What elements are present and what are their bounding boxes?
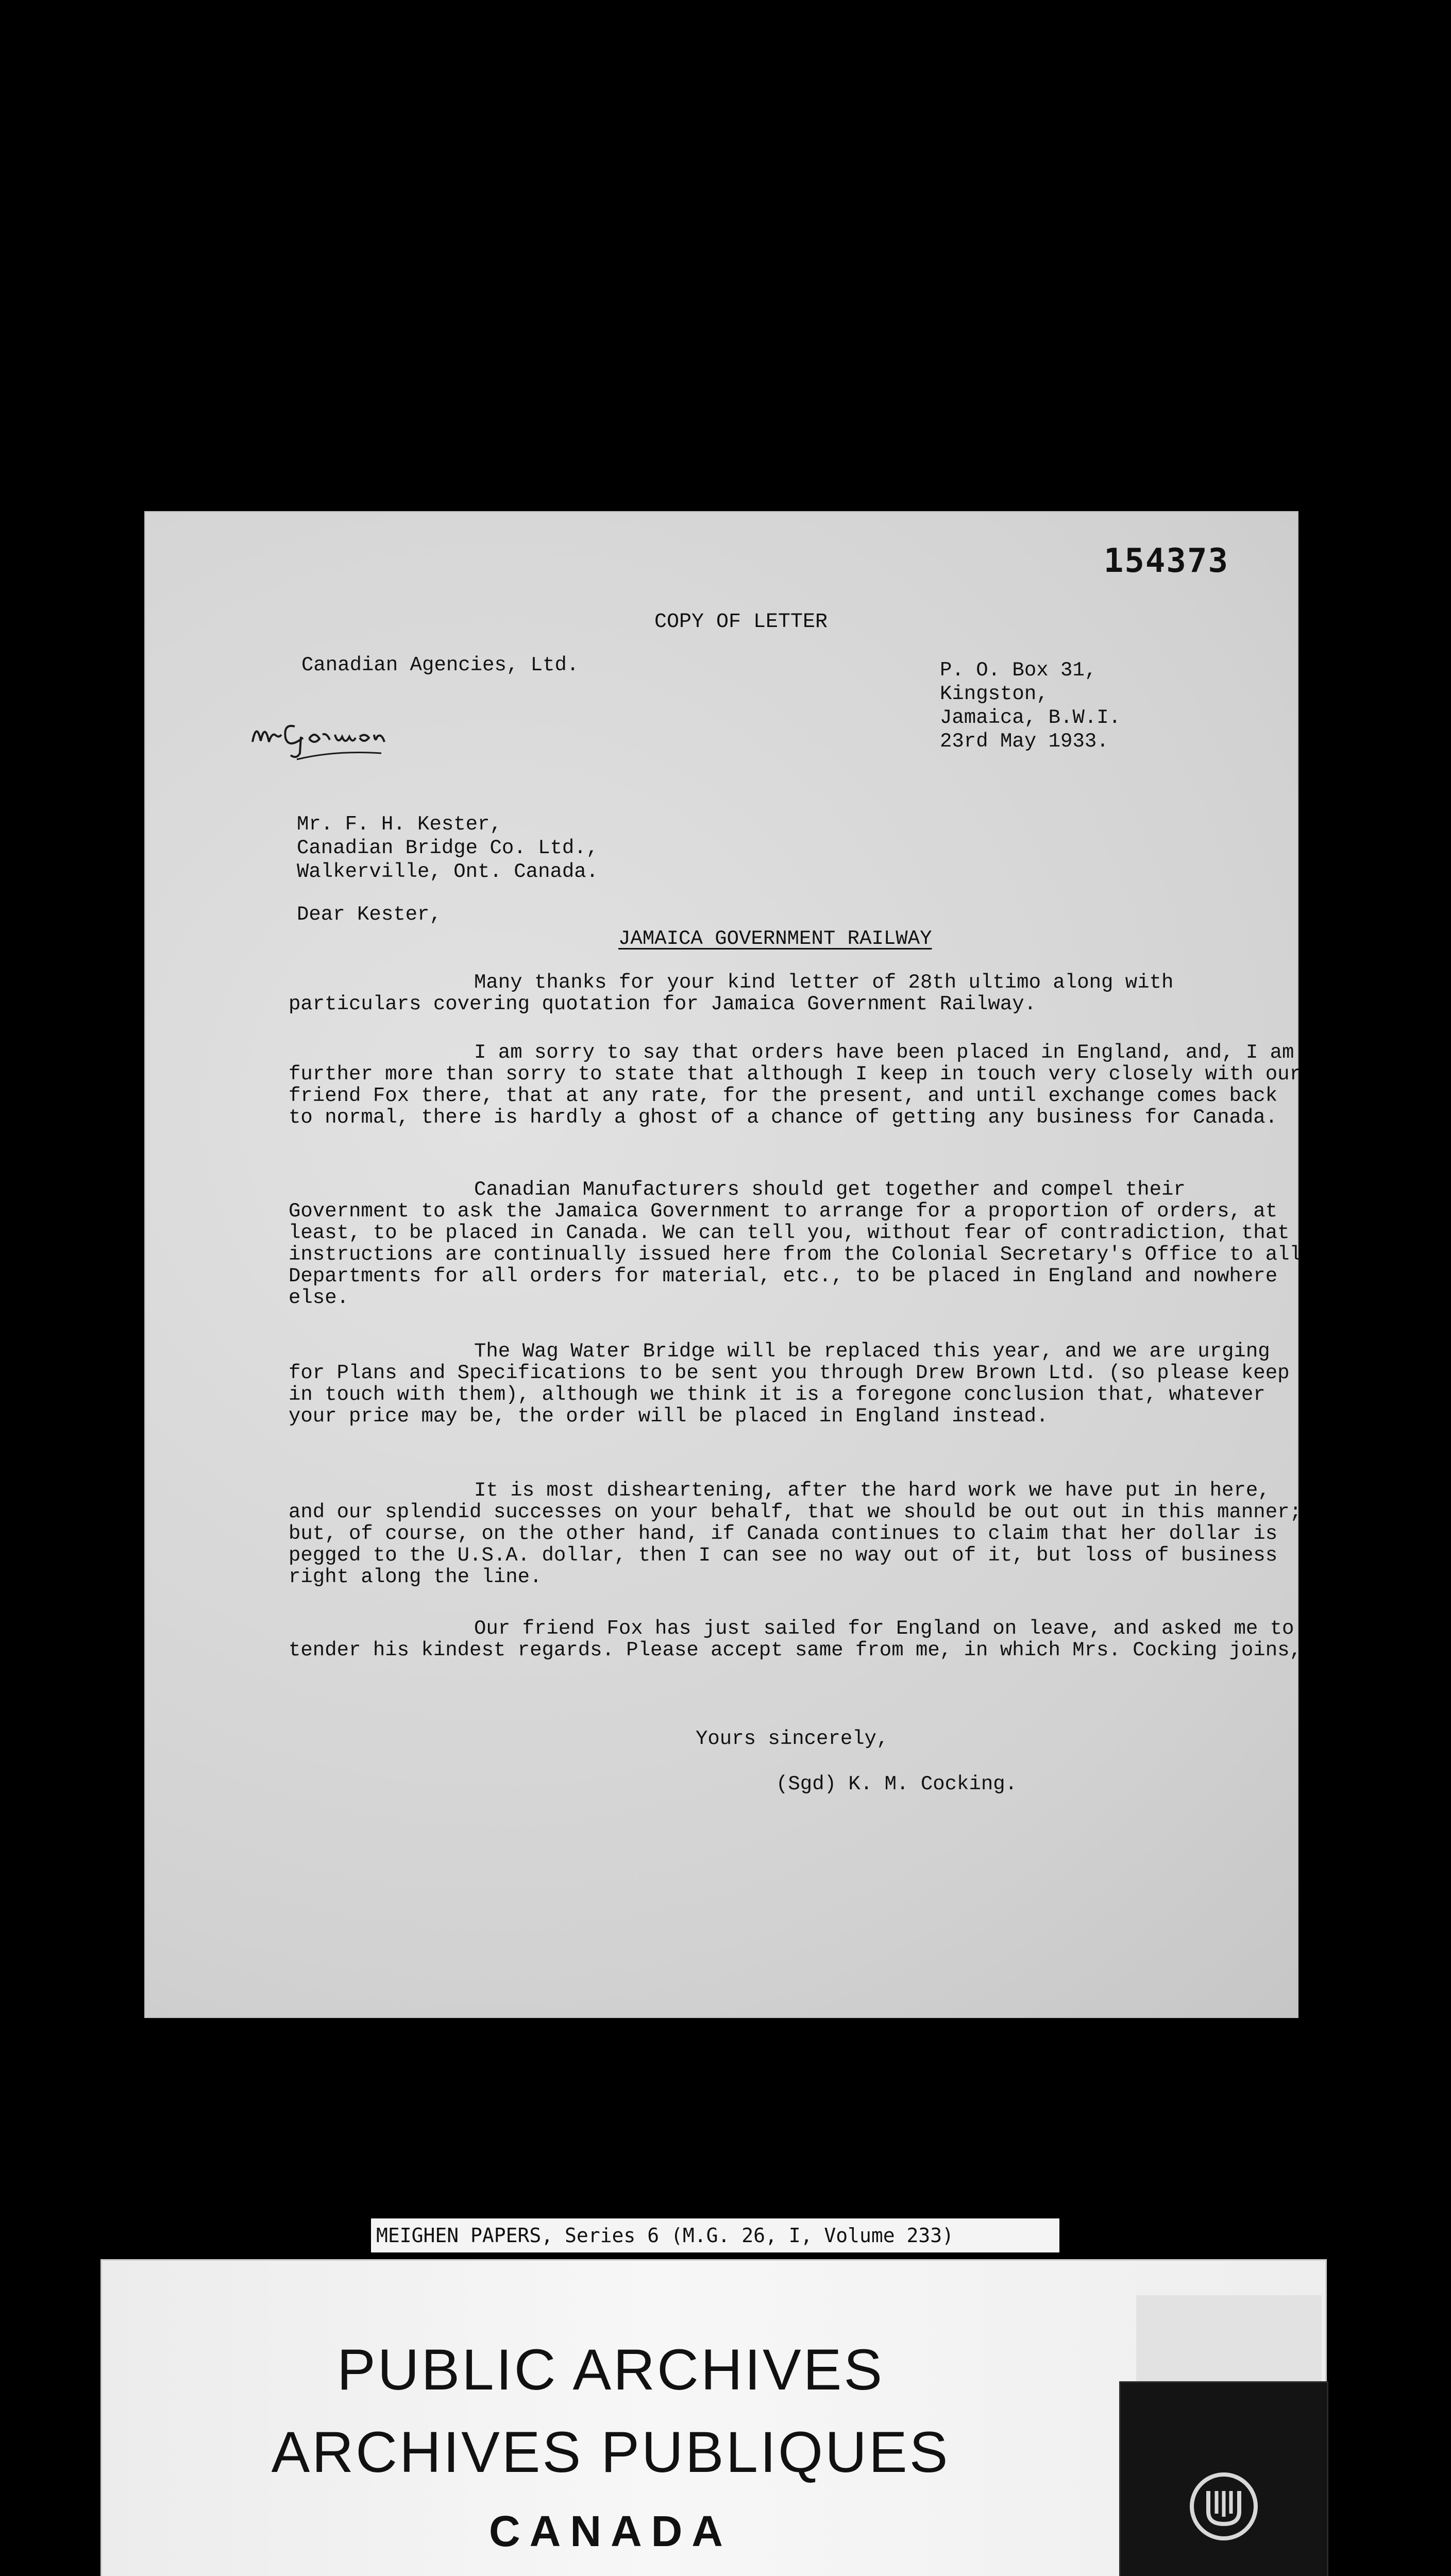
address-line: P. O. Box 31, — [940, 659, 1097, 682]
handwriting-signature-icon — [247, 706, 433, 762]
subject-line: JAMAICA GOVERNMENT RAILWAY — [618, 927, 932, 950]
paragraph: It is most disheartening, after the hard work we have put in here, and our splendid successes on your behalf, that we should be out out in this manner; but, of course, on the other hand, if Canada continues to claim that her dollar is pegged to the U.S.A. dollar, then I can see no way out of it, but loss of business right along the line. — [289, 1479, 1302, 1588]
paragraph: The Wag Water Bridge will be replaced this year, and we are urging for Plans and Specifications to be sent you through Drew Brown Ltd. (so please keep in touch with them), although we think it is a foregone conclusion that, whatever your price may be, the order will be placed in England instead. — [289, 1340, 1290, 1428]
recipient-line: Walkerville, Ont. Canada. — [297, 860, 599, 883]
paragraph: Many thanks for your kind letter of 28th ultimo along with particulars covering quotation for Jamaica Government Railway. — [289, 971, 1174, 1015]
archives-emblem-icon — [1188, 2470, 1260, 2543]
recipient-block — [297, 812, 598, 884]
recipient-line: Mr. F. H. Kester, — [297, 813, 502, 836]
address-line: Kingston, — [940, 683, 1049, 705]
paragraph: Our friend Fox has just sailed for England on leave, and asked me to tender his kindest regards. Please accept same from me, in which Mrs. Cocking joins, — [289, 1617, 1302, 1662]
letter-heading: COPY OF LETTER — [654, 611, 828, 634]
archives-logo-block — [1121, 2383, 1327, 2576]
sender-address — [940, 658, 1121, 753]
signature: (Sgd) K. M. Cocking. — [776, 1773, 1018, 1795]
archive-title-french: ARCHIVES PUBLIQUES — [271, 2420, 950, 2484]
archive-title-english: PUBLIC ARCHIVES — [336, 2337, 885, 2402]
archive-country: CANADA — [489, 2507, 732, 2555]
address-line: 23rd May 1933. — [940, 730, 1109, 753]
sender-organization: Canadian Agencies, Ltd. — [301, 654, 579, 676]
letter-page — [144, 511, 1302, 2018]
paragraph: I am sorry to say that orders have been placed in England, and, I am further more than sorry to state that although I keep in touch very closely with our friend Fox there, that at any rate, for the present, and until exchange comes back to normal, there is hardly a ghost of a chance of getting any business for Canada. — [289, 1041, 1302, 1129]
salutation: Dear Kester, — [297, 903, 442, 926]
paragraph: Canadian Manufacturers should get together and compel their Government to ask the Jamaica Government to arrange for a proportion of orders, at least, to be placed in Canada. We can tell you, without fear of contradiction, that instructions are continually issued here from the Colonial Secretary's Office to all Departments for all orders for material, etc., to be placed in England and nowhere else. — [289, 1178, 1302, 1309]
collection-label: MEIGHEN PAPERS, Series 6 (M.G. 26, I, Volume 233) — [371, 2218, 1059, 2252]
closing: Yours sincerely, — [696, 1727, 889, 1750]
address-line: Jamaica, B.W.I. — [940, 706, 1121, 729]
handwritten-annotation — [247, 706, 433, 765]
recipient-line: Canadian Bridge Co. Ltd., — [297, 837, 599, 859]
document-number: 154373 — [1103, 542, 1229, 580]
